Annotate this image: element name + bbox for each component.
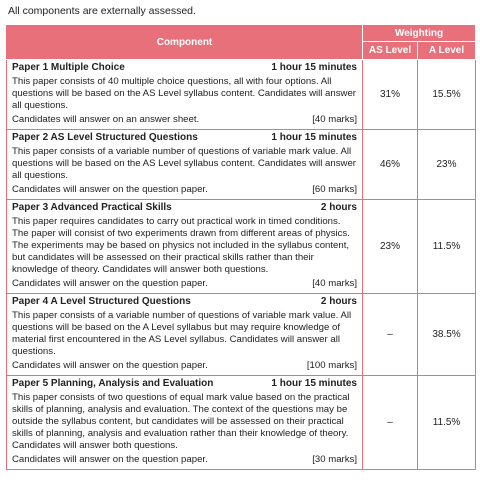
- paper-duration: 1 hour 15 minutes: [271, 132, 357, 143]
- paper-marks: [60 marks]: [312, 184, 357, 195]
- paper-description: This paper consists of a variable number of questions of variable mark value. All questions will be based on the A Level syllabus but may require knowledge of material first encountered in the AS Level syllabus. Candidates will answer all questions.: [12, 310, 352, 357]
- paper-duration: 2 hours: [320, 296, 357, 307]
- as-level-weight: –: [363, 294, 418, 376]
- as-level-weight: –: [363, 376, 418, 470]
- a-level-weight: 23%: [418, 130, 476, 200]
- paper-title: Paper 2 AS Level Structured Questions: [12, 132, 198, 143]
- paper-description: This paper consists of a variable number of questions of variable mark value. All questions will be based on the AS Level syllabus content. Candidates will answer all questions.: [12, 146, 356, 181]
- paper-marks: [40 marks]: [312, 114, 357, 125]
- a-level-weight: 15.5%: [418, 60, 476, 130]
- table-row: [7, 294, 476, 376]
- a-level-weight: 11.5%: [418, 200, 476, 294]
- table-row: [7, 200, 476, 294]
- paper-answer-mode: Candidates will answer on an answer sheet.: [12, 114, 200, 125]
- paper-description: This paper requires candidates to carry out practical work in timed conditions. The paper will consist of two experiments drawn from different areas of physics. The experiments may be based on physics not included in the syllabus content, but candidates will be assessed on their practical skills rather than their knowledge of theory. Candidates will answer both questions.: [12, 216, 350, 275]
- paper-answer-mode: Candidates will answer on the question paper.: [12, 454, 208, 465]
- paper-title: Paper 5 Planning, Analysis and Evaluation: [12, 378, 214, 389]
- assessment-table: [6, 24, 476, 470]
- paper-answer-mode: Candidates will answer on the question paper.: [12, 278, 208, 289]
- paper-title: Paper 1 Multiple Choice: [12, 62, 125, 73]
- as-level-weight: 46%: [363, 130, 418, 200]
- a-level-weight: 11.5%: [418, 376, 476, 470]
- as-level-weight: 31%: [363, 60, 418, 130]
- paper-description: This paper consists of two questions of equal mark value based on the practical skills of planning, analysis and evaluation. The context of the questions may be outside the syllabus content, but candidates will be assessed on their practical skills of planning, analysis and evaluation rather than their knowledge of theory. Candidates will answer both questions.: [12, 392, 350, 451]
- header-as-level: AS Level: [363, 42, 418, 60]
- table-row: [7, 376, 476, 470]
- paper-marks: [40 marks]: [312, 278, 357, 289]
- header-weighting: Weighting: [363, 25, 476, 42]
- paper-title: Paper 4 A Level Structured Questions: [12, 296, 191, 307]
- table-row: [7, 130, 476, 200]
- paper-marks: [100 marks]: [306, 360, 357, 371]
- paper-duration: 2 hours: [320, 202, 357, 213]
- header-component: Component: [7, 25, 363, 60]
- a-level-weight: 38.5%: [418, 294, 476, 376]
- header-a-level: A Level: [418, 42, 476, 60]
- table-row: [7, 60, 476, 130]
- paper-answer-mode: Candidates will answer on the question paper.: [12, 184, 208, 195]
- paper-marks: [30 marks]: [312, 454, 357, 465]
- paper-description: This paper consists of 40 multiple choice questions, all with four options. All questions will be based on the AS Level syllabus content. Candidates will answer all questions.: [12, 76, 356, 111]
- paper-title: Paper 3 Advanced Practical Skills: [12, 202, 172, 213]
- paper-duration: 1 hour 15 minutes: [271, 62, 357, 73]
- paper-answer-mode: Candidates will answer on the question paper.: [12, 360, 208, 371]
- paper-duration: 1 hour 15 minutes: [271, 378, 357, 389]
- intro-text: All components are externally assessed.: [8, 5, 196, 17]
- as-level-weight: 23%: [363, 200, 418, 294]
